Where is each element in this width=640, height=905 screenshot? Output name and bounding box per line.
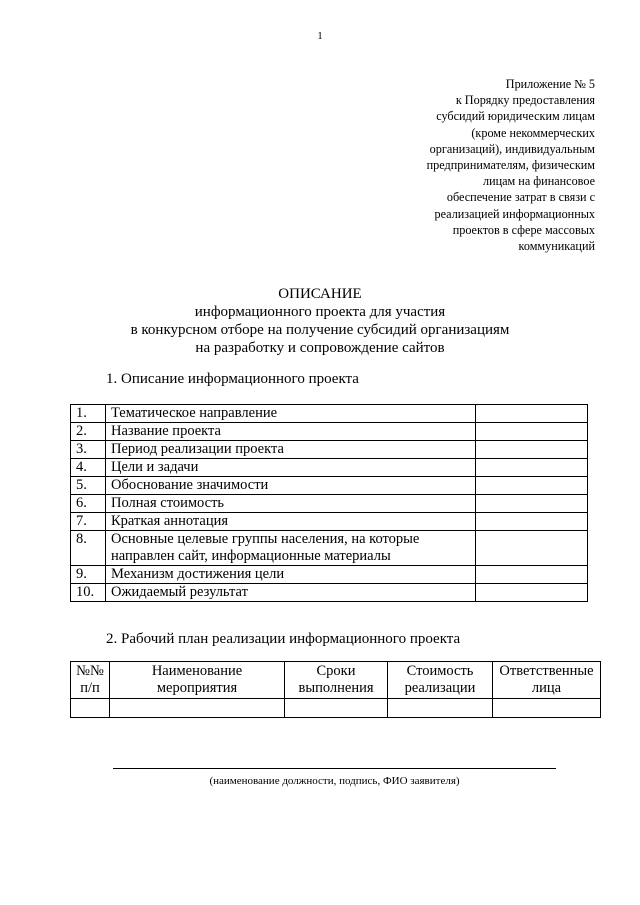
table-row <box>71 531 588 566</box>
appendix-line: лицам на финансовое <box>483 174 595 189</box>
document-title <box>0 285 640 357</box>
row-value-cell[interactable] <box>476 513 588 531</box>
table-cell[interactable] <box>71 699 110 718</box>
title-line: на разработку и сопровождение сайтов <box>195 340 445 356</box>
row-label: Обоснование значимости <box>106 477 476 495</box>
appendix-line: к Порядку предоставления <box>455 93 595 108</box>
row-value-cell[interactable] <box>476 495 588 513</box>
row-label: Основные целевые группы населения, на которые направлен сайт, информационные материалы <box>106 531 476 566</box>
page-number: 1 <box>317 30 323 42</box>
row-value-cell[interactable] <box>476 459 588 477</box>
table-row <box>71 513 588 531</box>
row-label: Цели и задачи <box>106 459 476 477</box>
row-value-cell[interactable] <box>476 423 588 441</box>
row-number: 5. <box>71 477 106 495</box>
appendix-line: коммуникаций <box>518 239 595 254</box>
table-row <box>71 699 601 718</box>
appendix-line: реализацией информационных <box>434 206 595 221</box>
row-number: 2. <box>71 423 106 441</box>
row-value-cell[interactable] <box>476 566 588 584</box>
row-number: 8. <box>71 531 106 566</box>
appendix-note <box>335 76 595 254</box>
row-value-cell[interactable] <box>476 584 588 602</box>
row-value-cell[interactable] <box>476 477 588 495</box>
row-number: 1. <box>71 405 106 423</box>
signature-line <box>113 768 556 769</box>
table-row <box>71 459 588 477</box>
row-value-cell[interactable] <box>476 405 588 423</box>
column-header-deadline: Сроки выполнения <box>285 662 388 699</box>
appendix-line: предпринимателям, физическим <box>426 158 595 173</box>
table-row <box>71 405 588 423</box>
row-label: Период реализации проекта <box>106 441 476 459</box>
table-row <box>71 477 588 495</box>
table-row <box>71 584 588 602</box>
row-value-cell[interactable] <box>476 441 588 459</box>
row-label: Механизм достижения цели <box>106 566 476 584</box>
section2-heading: 2. Рабочий план реализации информационного проекта <box>106 631 461 647</box>
row-number: 4. <box>71 459 106 477</box>
title-line: в конкурсном отборе на получение субсидий организациям <box>130 322 510 338</box>
work-plan-table <box>70 661 601 718</box>
row-label: Тематическое направление <box>106 405 476 423</box>
column-header-responsible: Ответственные лица <box>493 662 601 699</box>
project-description-table <box>70 404 588 602</box>
column-header-cost: Стоимость реализации <box>388 662 493 699</box>
row-number: 3. <box>71 441 106 459</box>
appendix-line: (кроме некоммерческих <box>471 125 595 140</box>
table-row <box>71 423 588 441</box>
table-row <box>71 566 588 584</box>
column-header-activity: Наименование мероприятия <box>110 662 285 699</box>
appendix-line: субсидий юридическим лицам <box>436 109 595 124</box>
row-number: 6. <box>71 495 106 513</box>
row-number: 9. <box>71 566 106 584</box>
row-label: Ожидаемый результат <box>106 584 476 602</box>
row-number: 7. <box>71 513 106 531</box>
appendix-line: организаций), индивидуальным <box>429 141 595 156</box>
row-value-cell[interactable] <box>476 531 588 566</box>
title-line: информационного проекта для участия <box>194 304 446 320</box>
section1-heading: 1. Описание информационного проекта <box>106 371 359 387</box>
table-cell[interactable] <box>493 699 601 718</box>
table-cell[interactable] <box>388 699 493 718</box>
row-label: Полная стоимость <box>106 495 476 513</box>
row-number: 10. <box>71 584 106 602</box>
appendix-line: проектов в сфере массовых <box>452 222 595 237</box>
table-cell[interactable] <box>110 699 285 718</box>
table-header-row <box>71 662 601 699</box>
table-row <box>71 495 588 513</box>
row-label: Название проекта <box>106 423 476 441</box>
title-line: ОПИСАНИЕ <box>278 286 362 302</box>
column-header-number: №№ п/п <box>71 662 110 699</box>
table-row <box>71 441 588 459</box>
appendix-line: Приложение № 5 <box>505 77 595 91</box>
row-label: Краткая аннотация <box>106 513 476 531</box>
appendix-line: обеспечение затрат в связи с <box>446 190 595 205</box>
table-cell[interactable] <box>285 699 388 718</box>
signature-caption: (наименование должности, подпись, ФИО заявителя) <box>209 775 460 787</box>
